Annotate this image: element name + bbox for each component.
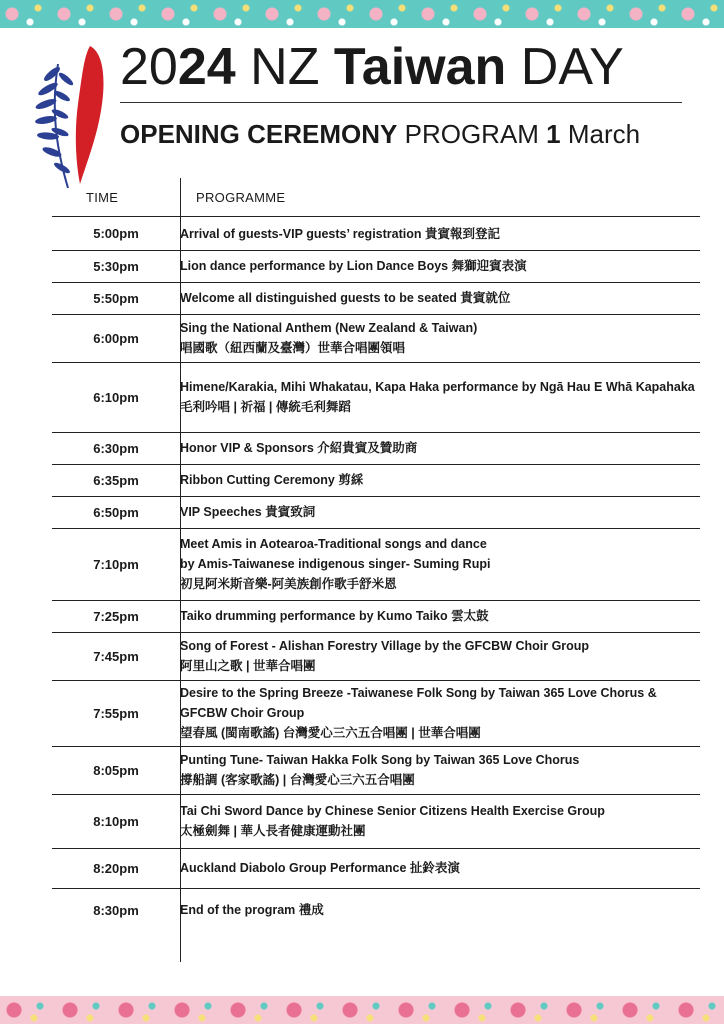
schedule-row <box>52 496 700 528</box>
programme-line: Welcome all distinguished guests to be seated 貴賓就位 <box>180 291 511 305</box>
programme-line: 唱國歌（紐西蘭及臺灣）世華合唱團領唱 <box>180 341 406 355</box>
programme-line: 望春風 (閩南歌謠) 台灣愛心三六五合唱團 | 世華合唱團 <box>180 726 481 740</box>
programme-line: Lion dance performance by Lion Dance Boys 舞獅迎賓表演 <box>180 259 527 273</box>
programme-line: 初見阿米斯音樂-阿美族創作歌手舒米恩 <box>180 577 397 591</box>
programme-line: Honor VIP & Sponsors 介紹貴賓及贊助商 <box>180 441 418 455</box>
programme-line: Arrival of guests-VIP guests’ registration 貴賓報到登記 <box>180 226 500 241</box>
title-part: Taiwan <box>333 38 507 96</box>
programme-line: 撐船調 (客家歌謠) | 台灣愛心三六五合唱團 <box>180 773 415 787</box>
schedule-row <box>52 314 700 362</box>
row-programme <box>180 600 700 632</box>
row-time: 8:30pm <box>93 902 139 918</box>
subtitle-part: OPENING CEREMONY <box>120 119 398 149</box>
row-time: 8:20pm <box>52 848 180 888</box>
row-programme <box>180 362 700 432</box>
schedule-row <box>52 888 700 932</box>
row-programme <box>180 432 700 464</box>
row-time: 6:35pm <box>52 464 180 496</box>
title-part: DAY <box>506 38 624 96</box>
schedule-row <box>52 632 700 680</box>
programme-line: Himene/Karakia, Mihi Whakatau, Kapa Haka performance by Ngā Hau E Whā Kapahaka <box>180 380 695 394</box>
laurel-branch-icon <box>34 64 74 188</box>
schedule-row <box>52 680 700 746</box>
row-programme <box>180 794 700 848</box>
row-programme <box>180 746 700 794</box>
programme-line: Ribbon Cutting Ceremony 剪綵 <box>180 473 364 487</box>
schedule-row <box>52 794 700 848</box>
page-subtitle <box>120 116 640 152</box>
row-time: 7:10pm <box>52 528 180 600</box>
title-part: 20 <box>120 38 178 96</box>
row-programme <box>180 528 700 600</box>
row-time: 5:30pm <box>52 250 180 282</box>
programme-line: Meet Amis in Aotearoa-Traditional songs and dance <box>180 537 487 551</box>
programme-line: Tai Chi Sword Dance by Chinese Senior Citizens Health Exercise Group <box>180 804 605 818</box>
schedule-row <box>52 848 700 888</box>
row-programme <box>180 632 700 680</box>
title-part: NZ <box>235 38 334 96</box>
row-programme <box>180 464 700 496</box>
column-divider <box>180 178 181 962</box>
row-time: 5:00pm <box>52 218 180 250</box>
schedule-row <box>52 600 700 632</box>
schedule-row <box>52 464 700 496</box>
schedule-row <box>52 282 700 314</box>
logo-text: 臺灣日 <box>78 82 98 133</box>
row-time: 6:30pm <box>52 432 180 464</box>
row-programme <box>180 314 700 362</box>
programme-line: Song of Forest - Alishan Forestry Village by the GFCBW Choir Group <box>180 639 590 653</box>
schedule-row <box>52 432 700 464</box>
programme-line: 毛利吟唱 | 祈福 | 傳統毛利舞蹈 <box>180 400 351 414</box>
row-time: 7:55pm <box>52 680 180 746</box>
schedule-row <box>52 528 700 600</box>
floral-bottom-band <box>0 996 724 1024</box>
schedule-table <box>52 218 700 932</box>
row-time: 6:50pm <box>52 496 180 528</box>
subtitle-part: PROGRAM <box>397 119 547 149</box>
header-divider <box>52 216 700 217</box>
row-programme <box>180 496 700 528</box>
row-programme <box>180 250 700 282</box>
row-programme <box>180 218 700 250</box>
row-programme <box>180 888 700 932</box>
title-part: 24 <box>177 38 236 96</box>
schedule-row <box>52 218 700 250</box>
subtitle-part: March <box>560 119 641 149</box>
row-programme <box>180 282 700 314</box>
row-time: 7:25pm <box>52 600 180 632</box>
column-header-time: TIME <box>86 190 119 205</box>
row-programme <box>180 848 700 888</box>
row-programme <box>180 680 700 746</box>
schedule-row <box>52 746 700 794</box>
programme-line: Sing the National Anthem (New Zealand & Taiwan) <box>180 321 478 335</box>
row-time: 5:50pm <box>52 282 180 314</box>
programme-line: Desire to the Spring Breeze -Taiwanese Folk Song by Taiwan 365 Love Chorus & GFCBW Choir Group <box>180 686 657 720</box>
programme-line: End of the program 禮成 <box>180 903 324 918</box>
row-time: 8:10pm <box>52 794 180 848</box>
subtitle-part: 1 <box>546 119 561 149</box>
taiwan-day-logo <box>28 34 114 192</box>
schedule-header <box>52 180 700 216</box>
title-divider <box>120 102 682 103</box>
programme-line: by Amis-Taiwanese indigenous singer- Suming Rupi <box>180 557 491 571</box>
row-time: 7:45pm <box>52 632 180 680</box>
column-header-programme: PROGRAMME <box>196 190 286 205</box>
row-time: 6:00pm <box>52 314 180 362</box>
floral-top-band <box>0 0 724 28</box>
programme-line: Taiko drumming performance by Kumo Taiko 雲太鼓 <box>180 609 489 623</box>
programme-line: VIP Speeches 貴賓致詞 <box>180 505 316 519</box>
programme-line: Auckland Diabolo Group Performance 扯鈴表演 <box>180 861 460 875</box>
row-time: 6:10pm <box>52 362 180 432</box>
row-time: 8:05pm <box>52 746 180 794</box>
programme-line: 太極劍舞 | 華人長者健康運動社團 <box>180 824 366 838</box>
page-title <box>120 36 624 98</box>
programme-line: 阿里山之歌 | 世華合唱團 <box>180 659 316 673</box>
schedule-row <box>52 362 700 432</box>
schedule-row <box>52 250 700 282</box>
programme-line: Punting Tune- Taiwan Hakka Folk Song by Taiwan 365 Love Chorus <box>180 753 580 767</box>
